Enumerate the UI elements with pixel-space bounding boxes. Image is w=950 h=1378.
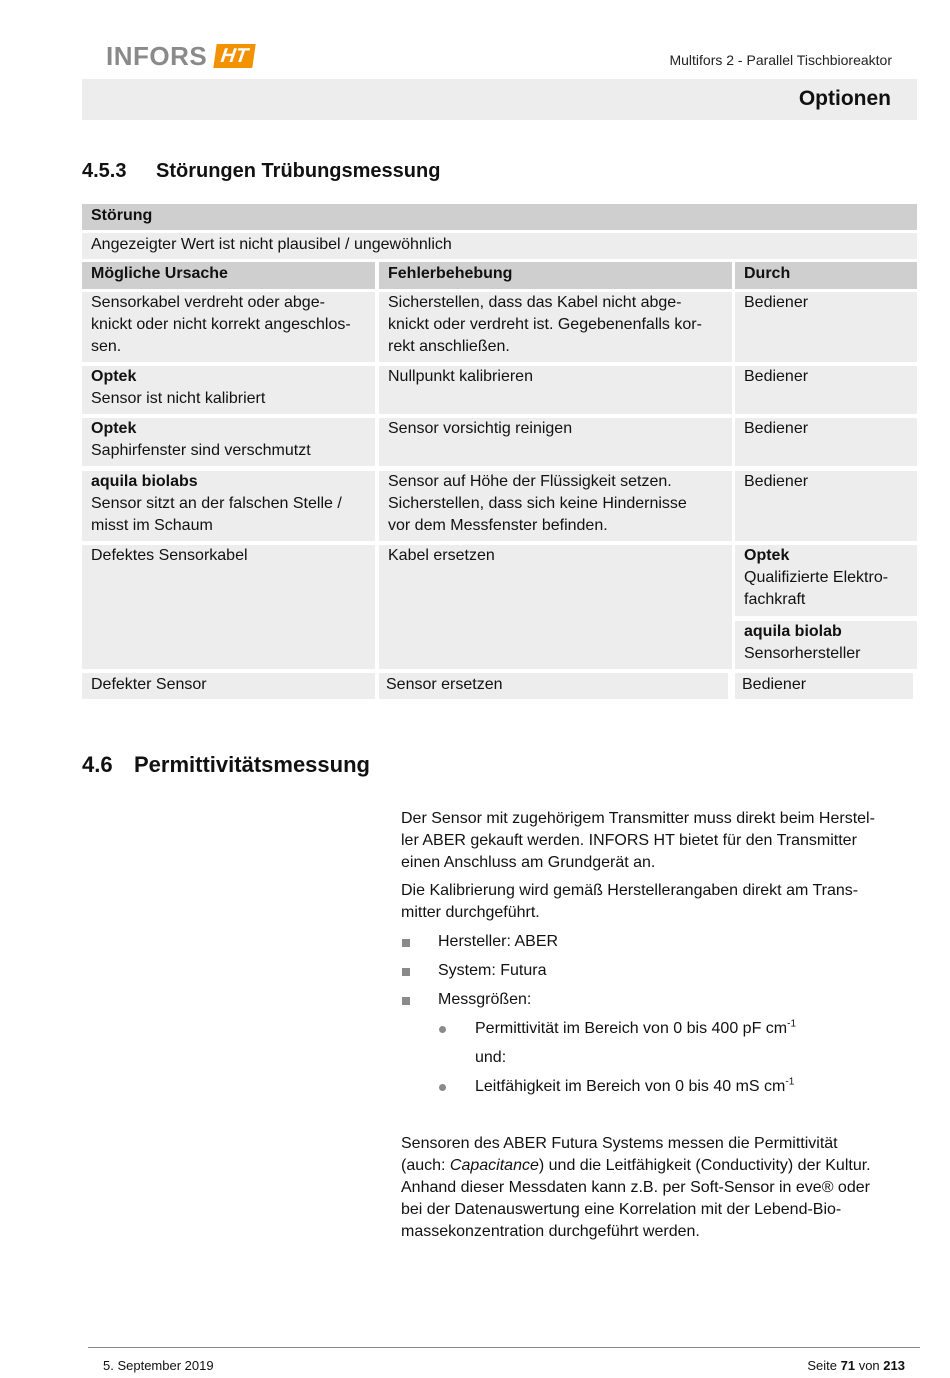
text-line: Sicherstellen, dass sich keine Hindernisse xyxy=(388,495,687,512)
footer-divider xyxy=(88,1347,920,1348)
manufacturer-label: aquila biolabs xyxy=(91,473,198,490)
row5-ursache: Defektes Sensorkabel xyxy=(82,545,375,669)
paragraph-calibration xyxy=(401,880,921,924)
text-line: rekt anschließen. xyxy=(388,338,510,355)
row5-durch-optek xyxy=(735,545,917,616)
text-line: fachkraft xyxy=(744,591,806,608)
current-page: 71 xyxy=(840,1358,856,1373)
header-behebung: Fehlerbehebung xyxy=(379,262,732,289)
page-number xyxy=(807,1358,905,1373)
text-line: massekonzentration durchgeführt werden. xyxy=(401,1223,700,1240)
round-bullet-icon xyxy=(439,1084,446,1091)
text-line: misst im Schaum xyxy=(91,517,213,534)
text-fragment: ) und die Leitfähigkeit (Conductivity) der Kultur. xyxy=(538,1157,871,1174)
chapter-title: Optionen xyxy=(798,87,891,110)
header-stoerung: Störung xyxy=(82,204,917,230)
text-line: Sensor sitzt an der falschen Stelle / xyxy=(91,495,342,512)
row4-behebung xyxy=(379,471,732,541)
square-bullet-icon xyxy=(402,939,410,947)
text-line: Sensor auf Höhe der Flüssigkeit setzen. xyxy=(388,473,672,490)
manufacturer-label: Optek xyxy=(91,420,137,437)
text-line: knickt oder nicht korrekt angeschlos- xyxy=(91,316,351,333)
text-line: Sicherstellen, dass das Kabel nicht abge- xyxy=(388,294,682,311)
manufacturer-label: aquila biolab xyxy=(744,623,842,640)
logo-badge: HT xyxy=(214,44,256,68)
section-heading-453 xyxy=(82,160,440,183)
manufacturer-label: Optek xyxy=(91,368,137,385)
list-item: Hersteller: ABER xyxy=(438,933,559,950)
row2-durch: Bediener xyxy=(735,366,917,414)
text-line: mitter durchgeführt. xyxy=(401,904,540,921)
row2-behebung: Nullpunkt kalibrieren xyxy=(379,366,732,414)
row6-behebung: Sensor ersetzen xyxy=(379,673,728,699)
text-line: Sensorhersteller xyxy=(744,645,861,662)
page-mid: von xyxy=(858,1358,880,1373)
chapter-band xyxy=(82,79,917,120)
paragraph-sensors xyxy=(401,1133,921,1243)
page-prefix: Seite xyxy=(807,1358,837,1373)
infors-ht-logo xyxy=(106,42,254,70)
document-title: Multifors 2 - Parallel Tischbioreaktor xyxy=(669,52,892,68)
square-bullet-icon xyxy=(402,968,410,976)
header-durch: Durch xyxy=(735,262,917,289)
text-line: vor dem Messfenster befinden. xyxy=(388,517,608,534)
footer-date: 5. September 2019 xyxy=(103,1358,214,1373)
round-bullet-icon xyxy=(439,1026,446,1033)
row5-durch-aquila xyxy=(735,621,917,669)
row5-behebung: Kabel ersetzen xyxy=(379,545,732,669)
section-number: 4.5.3 xyxy=(82,160,127,182)
text-line: Sensoren des ABER Futura Systems messen die Permittivität xyxy=(401,1135,838,1152)
list-item: System: Futura xyxy=(438,962,547,979)
row1-durch: Bediener xyxy=(735,292,917,362)
logo-text: INFORS xyxy=(106,40,208,71)
section-number: 4.6 xyxy=(82,752,113,777)
manufacturer-label: Optek xyxy=(744,547,790,564)
text-line: Sensorkabel verdreht oder abge- xyxy=(91,294,325,311)
square-bullet-icon xyxy=(402,997,410,1005)
text-line: Der Sensor mit zugehörigem Transmitter muss direkt beim Herstel- xyxy=(401,810,875,827)
row1-ursache xyxy=(82,292,375,362)
total-pages: 213 xyxy=(883,1358,905,1373)
text-line: Die Kalibrierung wird gemäß Herstellerangaben direkt am Trans- xyxy=(401,882,859,899)
section-heading-46 xyxy=(82,752,370,778)
list-item: Messgrößen: xyxy=(438,991,532,1008)
text-line: ler ABER gekauft werden. INFORS HT bietet für den Transmitter xyxy=(401,832,857,849)
text-line: Qualifizierte Elektro- xyxy=(744,569,889,586)
text-line: Leitfähigkeit im Bereich von 0 bis 40 mS cm xyxy=(475,1078,786,1095)
text-line: Permittivität im Bereich von 0 bis 400 pF cm xyxy=(475,1020,788,1037)
paragraph-transmitter xyxy=(401,808,921,874)
row6-durch: Bediener xyxy=(735,673,913,699)
header-ursache: Mögliche Ursache xyxy=(82,262,375,289)
text-line xyxy=(401,1155,921,1177)
italic-term: Capacitance xyxy=(449,1157,539,1174)
text-fragment: (auch: xyxy=(401,1157,450,1174)
sub-list-item xyxy=(475,1018,796,1040)
section-title: Störungen Trübungsmessung xyxy=(156,160,441,182)
exponent: -1 xyxy=(785,1076,795,1088)
sub-list-item xyxy=(475,1076,794,1098)
text-line: bei der Datenauswertung eine Korrelation mit der Lebend-Bio- xyxy=(401,1201,842,1218)
text-line: einen Anschluss am Grundgerät an. xyxy=(401,854,656,871)
row3-durch: Bediener xyxy=(735,418,917,466)
text-line: Sensor ist nicht kalibriert xyxy=(91,390,266,407)
row3-behebung: Sensor vorsichtig reinigen xyxy=(379,418,732,466)
row4-durch: Bediener xyxy=(735,471,917,541)
sub-list-connector: und: xyxy=(475,1049,507,1066)
exponent: -1 xyxy=(787,1018,797,1030)
row6-ursache: Defekter Sensor xyxy=(82,673,375,699)
row2-ursache xyxy=(82,366,375,414)
row3-ursache xyxy=(82,418,375,466)
stoerung-text: Angezeigter Wert ist nicht plausibel / ungewöhnlich xyxy=(82,233,917,259)
row4-ursache xyxy=(82,471,375,541)
text-line: Saphirfenster sind verschmutzt xyxy=(91,442,311,459)
text-line: sen. xyxy=(91,338,122,355)
row1-behebung xyxy=(379,292,732,362)
text-line: Anhand dieser Messdaten kann z.B. per Soft-Sensor in eve® oder xyxy=(401,1179,870,1196)
section-title: Permittivitätsmessung xyxy=(134,752,370,777)
text-line: knickt oder verdreht ist. Gegebenenfalls kor- xyxy=(388,316,702,333)
